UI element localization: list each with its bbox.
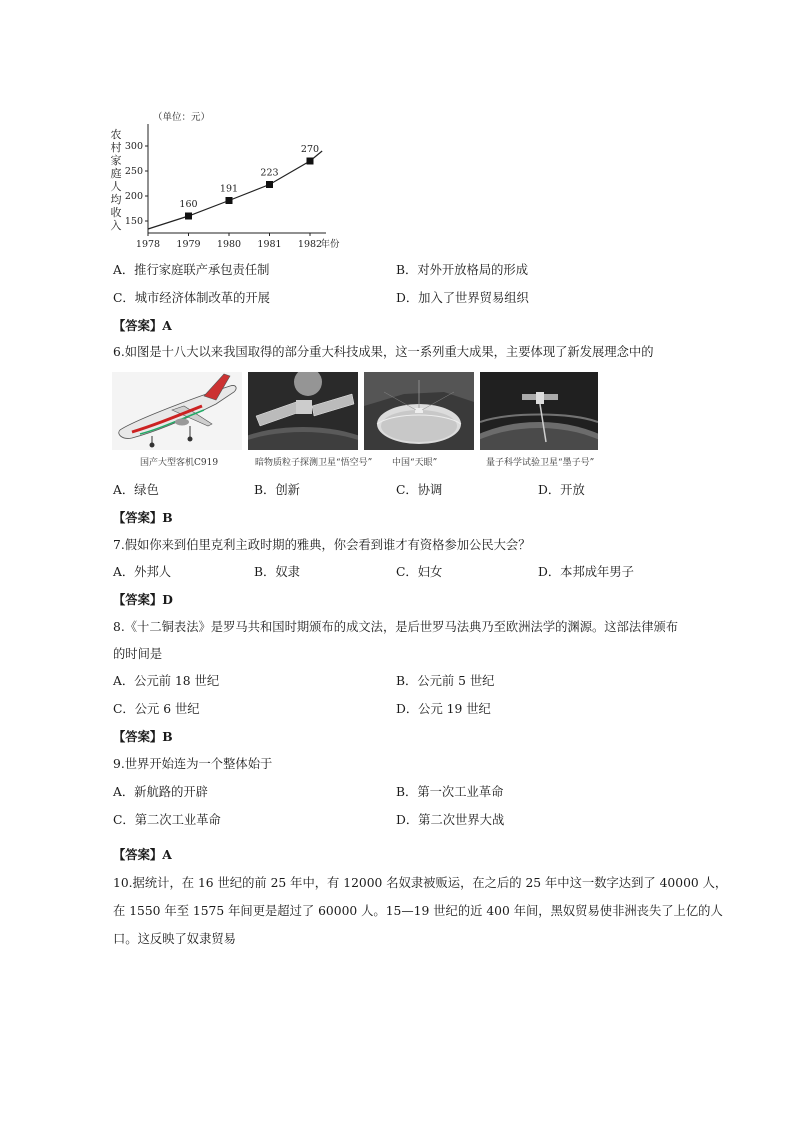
x-tick-label: 1978 (135, 239, 161, 250)
y-axis-label-char: 均 (110, 193, 122, 206)
y-axis-label-char: 庭 (110, 167, 122, 180)
unit-label: （单位：元） (153, 112, 211, 123)
caption-fast: 中国“天眼” (392, 458, 438, 468)
y-axis-label-char: 家 (110, 154, 122, 167)
q7-option-a[interactable]: A．外邦人 (113, 565, 172, 579)
q6-option-a[interactable]: A．绿色 (113, 483, 159, 497)
q6-option-b[interactable]: B．创新 (254, 483, 300, 497)
income-line-chart (108, 106, 368, 256)
caption-wukong: 暗物质粒子探测卫星“悟空号” (255, 458, 373, 468)
y-tick-label: 250 (124, 166, 143, 177)
q6-option-d[interactable]: D．开放 (538, 483, 585, 497)
q9-option-b[interactable]: B．第一次工业革命 (396, 785, 504, 799)
data-point-label: 191 (219, 183, 239, 195)
wukong-satellite-photo (248, 372, 358, 450)
data-point-label: 223 (260, 167, 279, 179)
q9-option-d[interactable]: D．第二次世界大战 (396, 813, 505, 827)
y-tick-label: 150 (124, 216, 143, 227)
caption-c919: 国产大型客机C919 (140, 458, 219, 468)
caption-mozi: 量子科学试验卫星“墨子号” (486, 458, 595, 468)
data-point-marker (266, 181, 273, 188)
y-axis-label-char: 农 (110, 128, 122, 141)
q5-option-c[interactable]: C．城市经济体制改革的开展 (113, 291, 270, 305)
q8-stem-line2: 的时间是 (113, 647, 163, 661)
data-point-label: 160 (179, 199, 198, 210)
q5-option-d[interactable]: D．加入了世界贸易组织 (396, 291, 529, 305)
c919-airplane-photo (112, 372, 242, 450)
q6-option-c[interactable]: C．协调 (396, 483, 443, 497)
q8-option-b[interactable]: B．公元前 5 世纪 (396, 674, 495, 688)
data-point-label: 270 (300, 144, 320, 155)
x-tick-label: 1982 (297, 239, 323, 250)
q5-answer: 【答案】A (113, 318, 172, 333)
q9-stem: 9.世界开始连为一个整体始于 (113, 757, 273, 771)
y-tick-label: 300 (124, 141, 143, 152)
data-point-marker (185, 213, 192, 220)
y-axis-label-char: 入 (110, 219, 122, 232)
q8-option-c[interactable]: C．公元 6 世纪 (113, 702, 200, 716)
q8-answer: 【答案】B (113, 729, 173, 744)
q7-option-d[interactable]: D．本邦成年男子 (538, 565, 634, 579)
q7-stem: 7.假如你来到伯里克利主政时期的雅典，你会看到谁才有资格参加公民大会？ (113, 538, 531, 552)
x-tick-label: 1981 (257, 239, 282, 250)
q10-line2: 在 1550 年至 1575 年间更是超过了 60000 人。15—19 世纪的近 400 年间，黑奴贸易使非洲丧失了上亿的人 (113, 904, 723, 918)
q5-option-a[interactable]: A．推行家庭联产承包责任制 (113, 263, 270, 277)
q6-stem: 6.如图是十八大以来我国取得的部分重大科技成果，这一系列重大成果，主要体现了新发展理念中的 (113, 345, 654, 359)
q9-answer: 【答案】A (113, 847, 172, 862)
x-axis-label: 年份 (320, 239, 340, 250)
q9-option-a[interactable]: A．新航路的开辟 (113, 785, 208, 799)
x-tick-label: 1980 (216, 239, 242, 250)
y-axis-label-char: 村 (110, 141, 122, 154)
q10-line1: 10.据统计，在 16 世纪的前 25 年中，有 12000 名奴隶被贩运，在之后的 25 年中这一数字达到了 40000 人， (113, 876, 728, 890)
q7-answer: 【答案】D (113, 592, 173, 607)
data-point-marker (226, 197, 233, 204)
q8-option-d[interactable]: D．公元 19 世纪 (396, 702, 491, 716)
y-axis-label-char: 人 (110, 180, 122, 193)
mozi-satellite-photo (480, 372, 598, 450)
q7-option-b[interactable]: B．奴隶 (254, 565, 300, 579)
q5-option-b[interactable]: B．对外开放格局的形成 (396, 263, 529, 277)
y-tick-label: 200 (124, 191, 143, 202)
q6-answer: 【答案】B (113, 510, 173, 525)
q9-option-c[interactable]: C．第二次工业革命 (113, 813, 221, 827)
fast-telescope-photo (364, 372, 474, 450)
data-point-marker (307, 158, 314, 165)
q8-stem-line1: 8.《十二铜表法》是罗马共和国时期颁布的成文法，是后世罗马法典乃至欧洲法学的渊源。这部法律颁布 (113, 620, 679, 634)
q7-option-c[interactable]: C．妇女 (396, 565, 443, 579)
q10-line3: 口。这反映了奴隶贸易 (113, 932, 236, 946)
q8-option-a[interactable]: A．公元前 18 世纪 (113, 674, 220, 688)
x-tick-label: 1979 (176, 239, 201, 250)
y-axis-label-char: 收 (110, 206, 122, 219)
